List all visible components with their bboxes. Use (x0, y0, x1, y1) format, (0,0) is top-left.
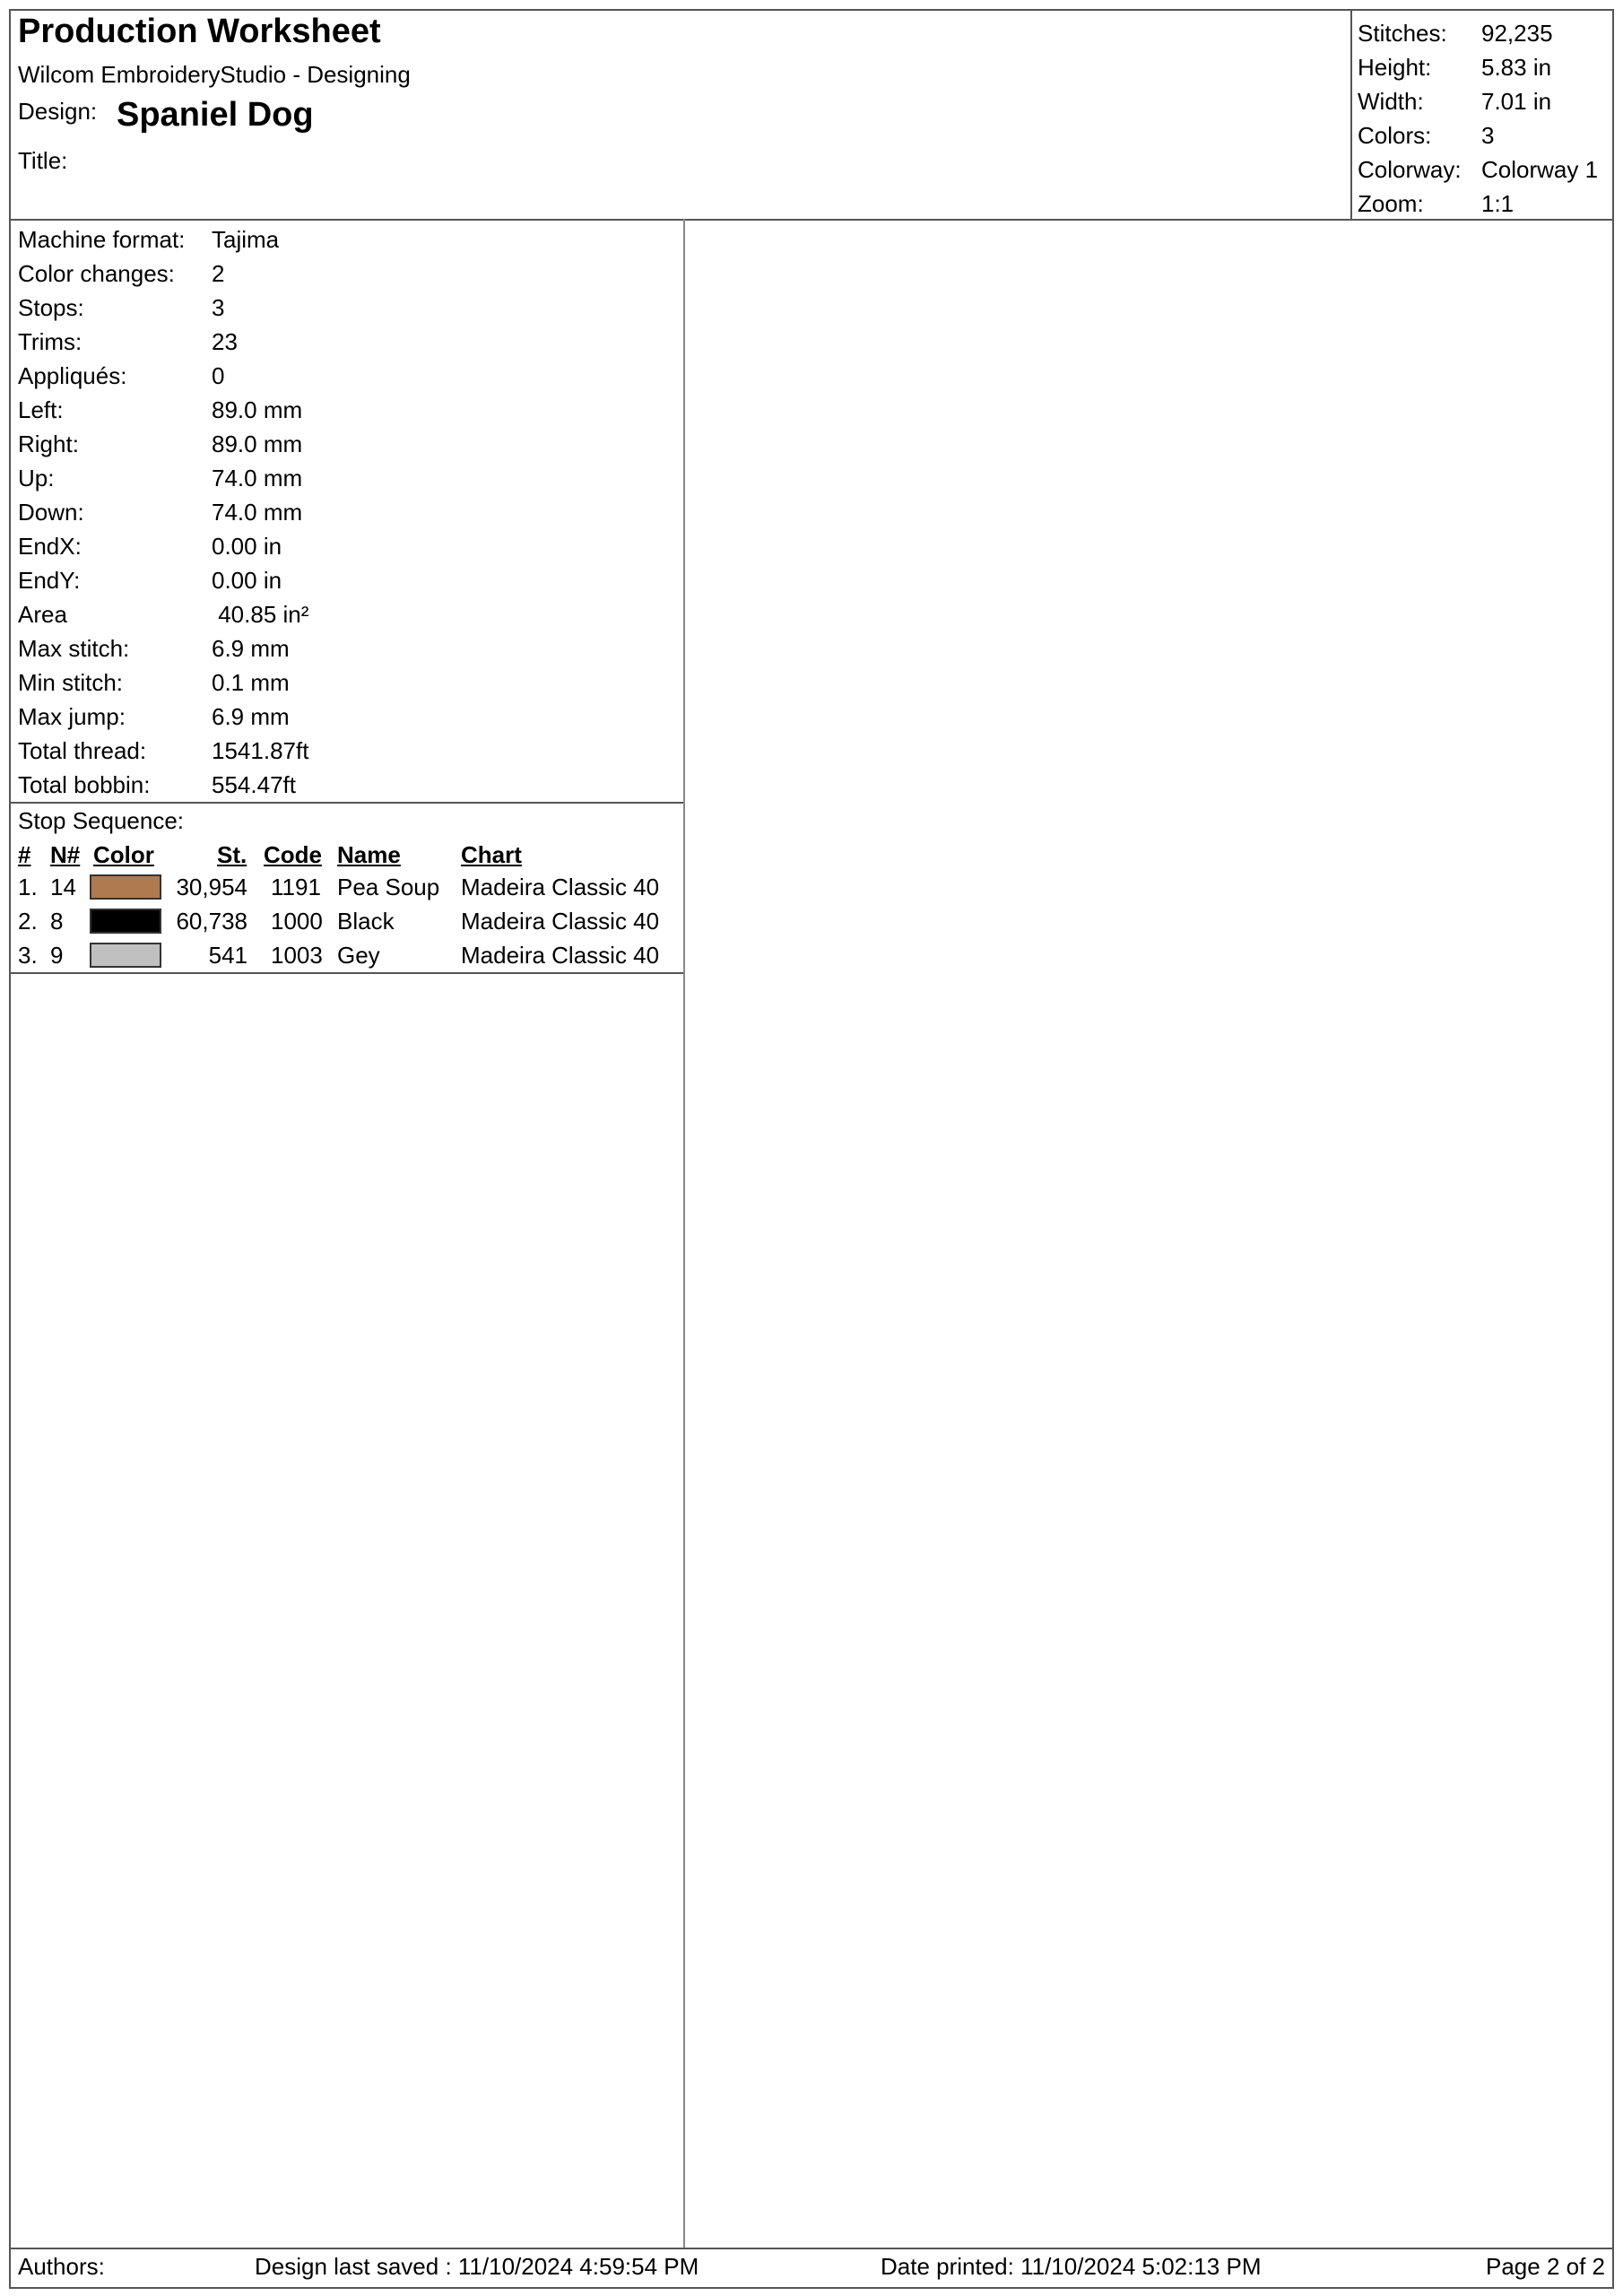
stat-label: Max jump: (18, 703, 126, 730)
application-subtitle: Wilcom EmbroideryStudio - Designing (18, 61, 411, 88)
row-stitches: 60,738 (176, 908, 247, 935)
stat-row (18, 222, 681, 257)
row-name: Gey (337, 942, 380, 969)
footer-authors: Authors: (18, 2253, 105, 2280)
summary-label: Colors: (1358, 122, 1432, 149)
footer-date-printed: Date printed: 11/10/2024 5:02:13 PM (881, 2253, 1262, 2280)
summary-row-colors (1358, 118, 1609, 152)
stat-label: EndY: (18, 567, 81, 594)
column-header-number: # (18, 841, 31, 868)
stat-value: 0.1 mm (212, 669, 290, 696)
stat-row (18, 495, 681, 529)
stat-value: 3 (212, 294, 225, 321)
summary-label: Height: (1358, 54, 1432, 81)
row-name: Black (337, 908, 395, 935)
header-info (11, 11, 1350, 219)
row-chart: Madeira Classic 40 (461, 942, 660, 969)
stat-row (18, 257, 681, 291)
summary-label: Stitches: (1358, 20, 1447, 47)
stat-row (18, 768, 681, 802)
design-statistics (11, 219, 683, 804)
column-header-name: Name (337, 841, 401, 868)
stat-row (18, 665, 681, 700)
row-number: 3. (18, 942, 38, 969)
stat-value: 89.0 mm (212, 396, 303, 423)
stat-label: Trims: (18, 328, 82, 355)
row-number: 2. (18, 908, 38, 935)
summary-value: 92,235 (1481, 20, 1553, 47)
row-number: 1. (18, 874, 38, 900)
stat-label: Up: (18, 465, 55, 491)
summary-label: Width: (1358, 88, 1424, 115)
stat-row (18, 529, 681, 563)
worksheet-footer (11, 2248, 1612, 2289)
stat-row (18, 700, 681, 734)
worksheet-frame (9, 9, 1614, 2289)
stat-value: 40.85 in² (212, 601, 309, 628)
stat-label: Total thread: (18, 737, 147, 764)
summary-row-stitches (1358, 16, 1609, 50)
title-label: Title: (18, 147, 68, 174)
stat-label: Max stitch: (18, 635, 130, 662)
row-needle: 8 (50, 908, 64, 935)
column-header-stitches: St. (217, 841, 247, 868)
summary-panel (1350, 11, 1614, 219)
row-stitches: 30,954 (176, 874, 247, 900)
stat-row (18, 393, 681, 427)
stat-label: Appliqués: (18, 362, 127, 389)
stat-value: 554.47ft (212, 771, 296, 798)
column-header-chart: Chart (461, 841, 522, 868)
stat-row (18, 597, 681, 631)
summary-row-height (1358, 50, 1609, 84)
footer-last-saved: Design last saved : 11/10/2024 4:59:54 PM (255, 2253, 699, 2280)
page-title: Production Worksheet (18, 13, 381, 50)
row-chart: Madeira Classic 40 (461, 908, 660, 935)
stat-label: Total bobbin: (18, 771, 151, 798)
stat-label: Stops: (18, 294, 84, 321)
color-swatch (90, 874, 161, 900)
stat-value: 1541.87ft (212, 737, 309, 764)
footer-page-number: Page 2 of 2 (1486, 2253, 1605, 2280)
summary-label: Colorway: (1358, 156, 1462, 183)
row-stitches: 541 (208, 942, 247, 969)
stat-value: 6.9 mm (212, 635, 290, 662)
column-header-color: Color (93, 841, 154, 868)
stat-row (18, 325, 681, 359)
row-code: 1000 (271, 908, 323, 935)
stat-value: 74.0 mm (212, 465, 303, 491)
summary-value: 1:1 (1481, 190, 1515, 217)
column-header-code: Code (264, 841, 322, 868)
stat-row (18, 563, 681, 597)
stat-label: Down: (18, 499, 84, 526)
stop-sequence-title: Stop Sequence: (18, 807, 185, 834)
stat-label: Machine format: (18, 226, 186, 253)
stat-value: 89.0 mm (212, 430, 303, 457)
column-header-needle: N# (50, 841, 81, 868)
stat-value: 74.0 mm (212, 499, 303, 526)
stat-label: Color changes: (18, 260, 175, 287)
stat-value: Tajima (212, 226, 280, 253)
summary-row-colorway (1358, 152, 1609, 187)
stat-label: EndX: (18, 533, 82, 560)
stat-value: 0 (212, 362, 225, 389)
stat-value: 2 (212, 260, 225, 287)
stat-label: Left: (18, 396, 64, 423)
row-needle: 14 (50, 874, 76, 900)
stat-value: 6.9 mm (212, 703, 290, 730)
row-needle: 9 (50, 942, 64, 969)
stat-row (18, 631, 681, 665)
stat-label: Area (18, 601, 67, 628)
stat-row (18, 734, 681, 768)
stat-row (18, 291, 681, 325)
stat-label: Right: (18, 430, 79, 457)
stat-row (18, 427, 681, 461)
row-name: Pea Soup (337, 874, 440, 900)
summary-value: 3 (1481, 122, 1495, 149)
design-preview-area (685, 219, 1612, 2248)
summary-label: Zoom: (1358, 190, 1424, 217)
stat-label: Min stitch: (18, 669, 124, 696)
stop-sequence-table (11, 804, 683, 974)
summary-value: 7.01 in (1481, 88, 1552, 115)
details-column (11, 219, 685, 2248)
summary-value: Colorway 1 (1481, 156, 1599, 183)
color-swatch (90, 909, 161, 934)
row-chart: Madeira Classic 40 (461, 874, 660, 900)
design-name: Spaniel Dog (117, 96, 314, 134)
stat-value: 0.00 in (212, 533, 282, 560)
stat-row (18, 461, 681, 495)
stat-row (18, 359, 681, 393)
stat-value: 0.00 in (212, 567, 282, 594)
summary-row-zoom (1358, 187, 1609, 221)
row-code: 1003 (271, 942, 323, 969)
worksheet-header (11, 11, 1612, 221)
summary-value: 5.83 in (1481, 54, 1552, 81)
color-swatch (90, 943, 161, 968)
summary-row-width (1358, 84, 1609, 118)
stat-value: 23 (212, 328, 238, 355)
design-label: Design: (18, 98, 98, 125)
row-code: 1191 (271, 874, 321, 900)
